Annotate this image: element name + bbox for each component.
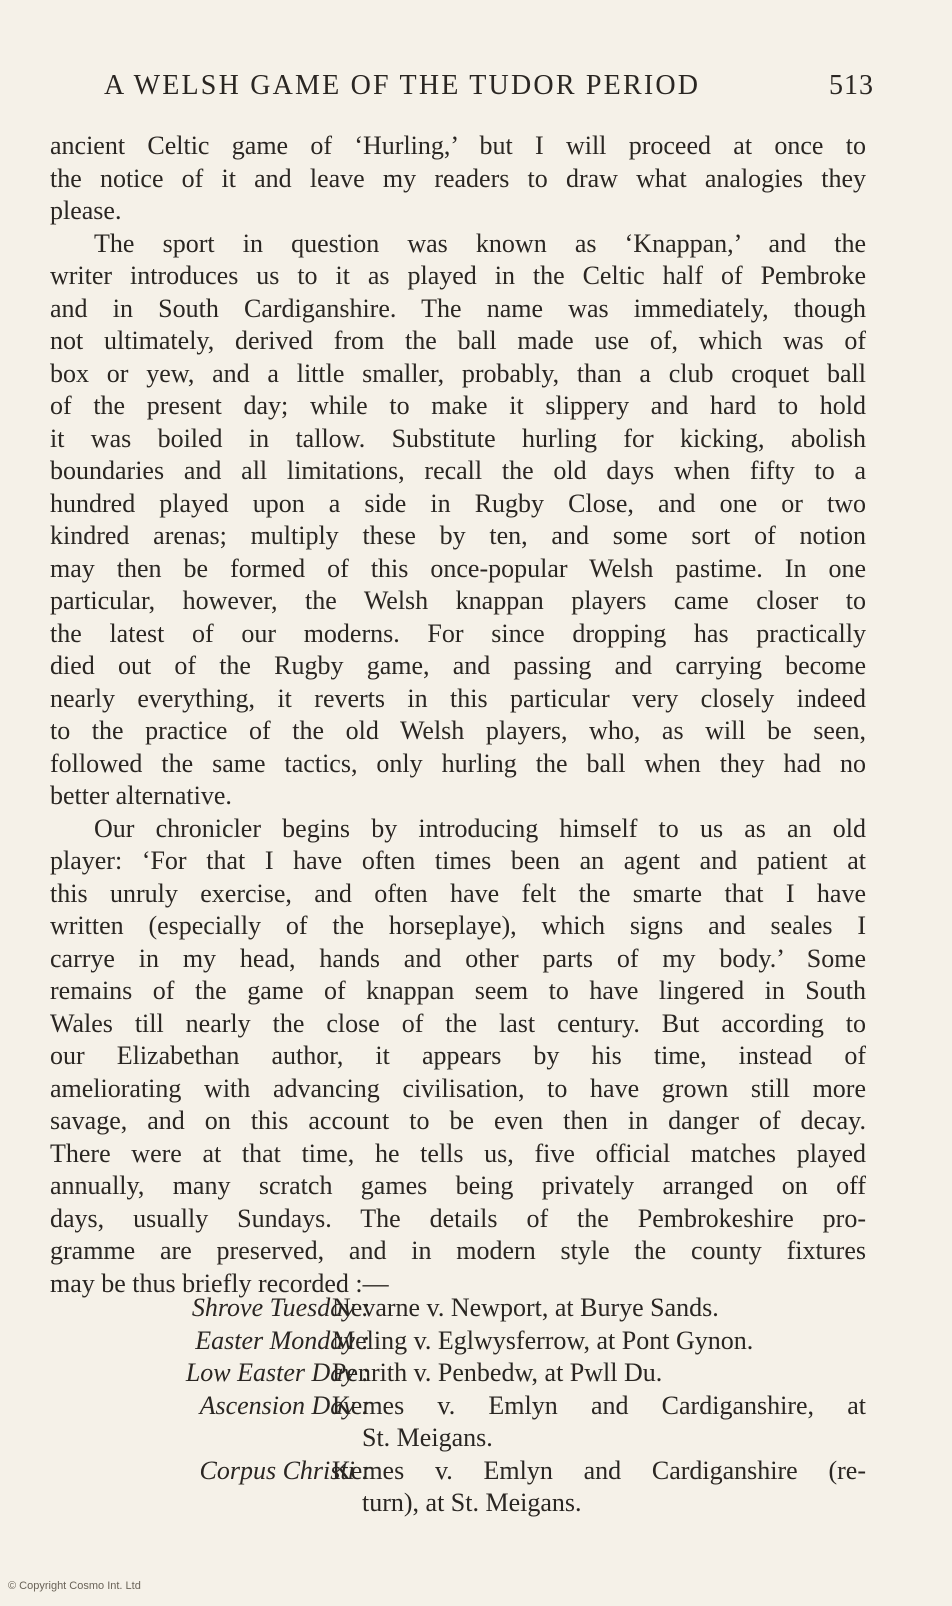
text-line: written (especially of the horseplaye), which signs and seales I — [50, 911, 866, 940]
text-line: box or yew, and a little smaller, probably, than a club croquet ball — [50, 358, 866, 388]
fixture-match: Meling v. Eglwysferrow, at Pont Gynon. — [332, 1325, 754, 1355]
paragraph-3 — [50, 813, 866, 1301]
text-line: better alternative. — [50, 781, 232, 810]
fixture-match-continued: turn), at St. Meigans. — [362, 1488, 582, 1517]
text-line: our Elizabethan author, it appears by his time, instead of — [50, 1041, 866, 1070]
text-line: player: ‘For that I have often times been an agent and patient at — [50, 846, 866, 875]
text-line: kindred arenas; multiply these by ten, and some sort of notion — [50, 521, 866, 550]
fixtures-list — [50, 1292, 866, 1520]
text-line: days, usually Sundays. The details of the Pembrokeshire pro- — [50, 1203, 866, 1233]
fixture-day: Easter Monday : — [195, 1325, 370, 1355]
paragraph-2 — [50, 228, 866, 813]
text-line: writer introduces us to it as played in the Celtic half of Pembroke — [50, 261, 866, 290]
text-line: it was boiled in tallow. Substitute hurling for kicking, abolish — [50, 423, 866, 453]
text-line: ameliorating with advancing civilisation, to have grown still more — [50, 1073, 866, 1103]
fixture-row — [50, 1292, 866, 1325]
fixture-match: Kemes v. Emlyn and Cardiganshire (re- — [332, 1455, 866, 1485]
text-line: annually, many scratch games being privately arranged on off — [50, 1171, 866, 1200]
text-line: hundred played upon a side in Rugby Close, and one or two — [50, 488, 866, 518]
text-line: boundaries and all limitations, recall the old days when fifty to a — [50, 456, 866, 485]
text-line: and in South Cardiganshire. The name was immediately, though — [50, 293, 866, 323]
text-line: remains of the game of knappan seem to have lingered in South — [50, 976, 866, 1005]
fixture-match: Kemes v. Emlyn and Cardiganshire, at — [332, 1390, 866, 1420]
text-line: carrye in my head, hands and other parts of my body.’ Some — [50, 943, 866, 973]
fixture-day: Low Easter Day : — [185, 1358, 370, 1387]
text-line: the notice of it and leave my readers to draw what analogies they — [50, 163, 866, 193]
text-line: ancient Celtic game of ‘Hurling,’ but I will proceed at once to — [50, 131, 866, 160]
text-line: may then be formed of this once-popular Welsh pastime. In one — [50, 553, 866, 583]
fixture-row — [50, 1325, 866, 1358]
text-line: gramme are preserved, and in modern style the county fixtures — [50, 1236, 866, 1265]
text-line: The sport in question was known as ‘Knappan,’ and the — [94, 228, 866, 258]
fixture-match: Penrith v. Penbedw, at Pwll Du. — [332, 1358, 663, 1387]
running-header — [104, 70, 874, 110]
text-line: please. — [50, 196, 122, 225]
fixture-row — [50, 1455, 866, 1520]
text-line: nearly everything, it reverts in this particular very closely indeed — [50, 683, 866, 713]
text-line: savage, and on this account to be even then in danger of decay. — [50, 1106, 866, 1135]
fixture-match-continued: St. Meigans. — [362, 1423, 493, 1452]
text-line: not ultimately, derived from the ball made use of, which was of — [50, 326, 866, 355]
text-line: to the practice of the old Welsh players, who, as will be seen, — [50, 716, 866, 745]
fixture-day: Corpus Christi : — [199, 1455, 370, 1485]
copyright-notice: © Copyright Cosmo Int. Ltd — [8, 1580, 141, 1592]
fixture-match: Nevarne v. Newport, at Burye Sands. — [332, 1293, 719, 1322]
text-line: this unruly exercise, and often have felt the smarte that I have — [50, 878, 866, 908]
paragraph-1 — [50, 130, 866, 228]
text-line: particular, however, the Welsh knappan players came closer to — [50, 586, 866, 615]
text-line: Wales till nearly the close of the last century. But according to — [50, 1008, 866, 1038]
text-line: died out of the Rugby game, and passing and carrying become — [50, 651, 866, 680]
text-line: may be thus briefly recorded :— — [50, 1268, 389, 1298]
fixture-row — [50, 1390, 866, 1455]
fixture-day: Ascension Day : — [199, 1390, 370, 1420]
running-title: A WELSH GAME OF THE TUDOR PERIOD — [104, 70, 701, 101]
text-line: followed the same tactics, only hurling the ball when they had no — [50, 748, 866, 778]
page-number: 513 — [829, 70, 874, 101]
fixture-day: Shrove Tuesday : — [191, 1293, 370, 1322]
text-line: Our chronicler begins by introducing himself to us as an old — [94, 813, 866, 843]
text-line: of the present day; while to make it slippery and hard to hold — [50, 391, 866, 420]
fixture-row — [50, 1357, 866, 1390]
text-line: the latest of our moderns. For since dropping has practically — [50, 618, 866, 648]
text-line: There were at that time, he tells us, five official matches played — [50, 1138, 866, 1168]
